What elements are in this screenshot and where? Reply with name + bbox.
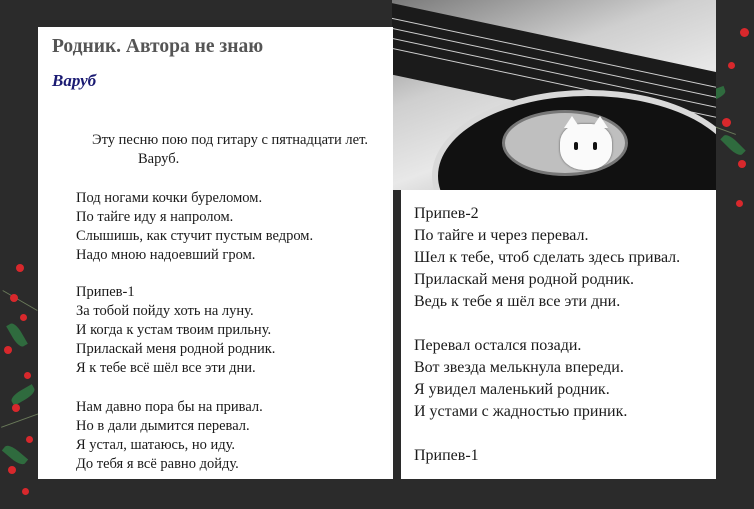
stanza-verse-3 [414, 335, 627, 423]
stanza-chorus-1 [76, 283, 275, 378]
guitar-photo [392, 0, 716, 190]
chorus-heading: Припев-2 [414, 205, 479, 222]
intro-note [92, 131, 368, 169]
lyric-line: Надо мною надоевший гром. [76, 247, 256, 263]
chorus-heading: Припев-1 [76, 284, 135, 300]
lyrics-panel-left [38, 27, 393, 479]
song-title: Родник. Автора не знаю [52, 36, 264, 57]
lyric-line: Приласкай меня родной родник. [414, 271, 635, 288]
lyric-line: За тобой пойду хоть на луну. [76, 303, 254, 319]
stanza-chorus-repeat [414, 445, 479, 467]
lyric-line: Я устал, шатаюсь, но иду. [76, 437, 236, 453]
lyrics-panel-right [401, 190, 716, 479]
lyric-line: И устами с жадностью приник. [414, 403, 628, 420]
cat-figurine-icon [560, 124, 612, 170]
lyric-line: Я увидел маленький родник. [414, 381, 610, 398]
lyric-line: Шел к тебе, чтоб сделать здесь привал. [414, 249, 681, 266]
stanza-chorus-2 [414, 203, 680, 313]
chorus-heading: Припев-1 [414, 447, 479, 464]
lyric-line: Слышишь, как стучит пустым ведром. [76, 228, 314, 244]
lyric-line: Под ногами кочки буреломом. [76, 190, 263, 206]
lyric-line: Ведь к тебе я шёл все эти дни. [414, 293, 621, 310]
lyric-line: Перевал остался позади. [414, 337, 582, 354]
lyric-line: Нам давно пора бы на привал. [76, 399, 263, 415]
lyric-line: До тебя я всё равно дойду. [76, 456, 239, 472]
stanza-verse-1 [76, 189, 313, 265]
author-name: Варуб [52, 71, 97, 90]
intro-signature: Варуб. [138, 151, 180, 167]
lyric-line: Но в дали дымится перевал. [76, 418, 250, 434]
stanza-verse-2 [76, 398, 263, 474]
lyric-line: И когда к устам твоим прильну. [76, 322, 272, 338]
lyric-line: По тайге иду я напролом. [76, 209, 234, 225]
lyric-line: По тайге и через перевал. [414, 227, 589, 244]
intro-line: Эту песню пою под гитару с пятнадцати лет. [92, 132, 368, 148]
lyric-line: Приласкай меня родной родник. [76, 341, 276, 357]
lyric-line: Я к тебе всё шёл все эти дни. [76, 360, 256, 376]
lyric-line: Вот звезда мелькнула впереди. [414, 359, 624, 376]
